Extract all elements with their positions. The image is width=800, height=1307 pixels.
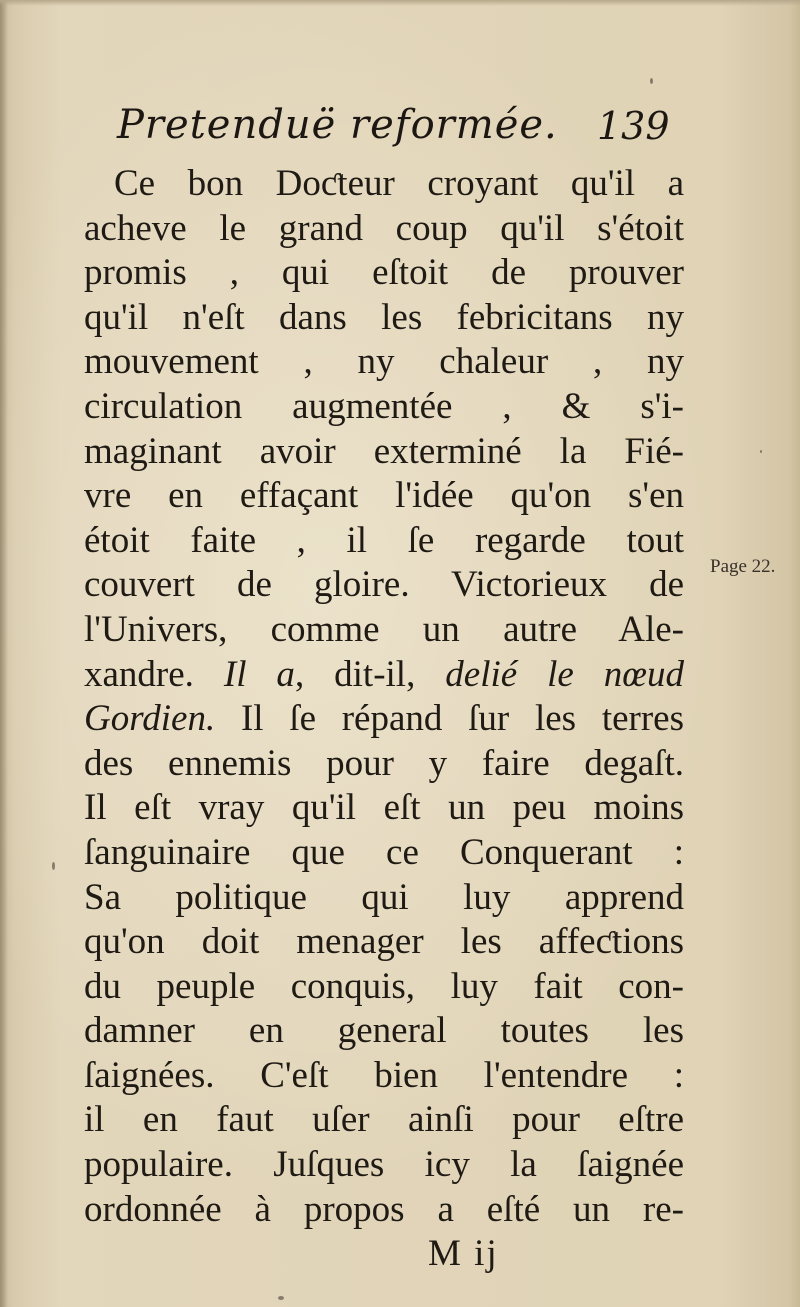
paper-speck [650, 78, 653, 84]
text-run-italic: delié le nœud [445, 653, 684, 695]
text-line: populaire. Juſques icy la ſaignée [84, 1144, 684, 1186]
text-run: , dit-il, [294, 653, 446, 695]
paper-speck [278, 1296, 284, 1300]
text-line: Ce bon Doƈteur croyant qu'il a [114, 163, 684, 204]
text-line: des ennemis pour y faire degaſt. [84, 742, 684, 784]
text-run: xandre. [84, 653, 224, 695]
paper-speck [52, 862, 55, 870]
page-top-edge-shadow [0, 0, 800, 6]
text-line: ordonnée à propos a eſté un re- [84, 1188, 684, 1230]
running-head [0, 102, 800, 162]
text-line: mouvement , ny chaleur , ny [84, 341, 684, 383]
text-run-italic: Il a [223, 653, 295, 695]
paper-speck [760, 450, 762, 453]
text-line: promis , qui eſtoit de prouver [84, 252, 684, 294]
text-line: damner en general toutes les [84, 1010, 684, 1052]
text-line: ſaignées. C'eſt bien l'entendre : [84, 1054, 684, 1096]
text-run: Il ſe répand ſur les terres [215, 698, 684, 740]
text-run-italic: Gordien. [84, 698, 216, 740]
running-title: Pretenduë reformée. [117, 102, 558, 148]
text-line: il en faut uſer ainſi pour eſtre [84, 1099, 684, 1141]
text-line: couvert de gloire. Victorieux de [84, 564, 684, 606]
text-line: maginant avoir exterminé la Fié- [84, 430, 684, 472]
text-line: l'Univers, comme un autre Ale- [84, 608, 684, 650]
text-line: Sa politique qui luy apprend [84, 876, 684, 918]
text-line: acheve le grand coup qu'il s'étoit [84, 207, 684, 249]
body-text [84, 162, 684, 1232]
text-line: vre en effaçant l'idée qu'on s'en [84, 475, 684, 517]
margin-note: Page 22. [710, 556, 776, 577]
text-line: qu'il n'eſt dans les febricitans ny [84, 296, 684, 338]
text-line: du peuple conquis, luy fait con- [84, 965, 684, 1007]
text-line-mixed [84, 653, 684, 698]
text-line: étoit faite , il ſe regarde tout [84, 519, 684, 561]
signature-mark: M ij [428, 1233, 499, 1274]
text-line: circulation augmentée , & s'i- [84, 385, 684, 427]
page-number: 139 [597, 104, 670, 148]
text-line: ſanguinaire que ce Conquerant : [84, 831, 684, 873]
page-left-edge-shadow [0, 0, 8, 1307]
text-line-mixed [84, 697, 684, 742]
text-line: qu'on doit menager les affeƈtions [84, 921, 684, 963]
text-line: Il eſt vray qu'il eſt un peu moins [84, 787, 684, 829]
